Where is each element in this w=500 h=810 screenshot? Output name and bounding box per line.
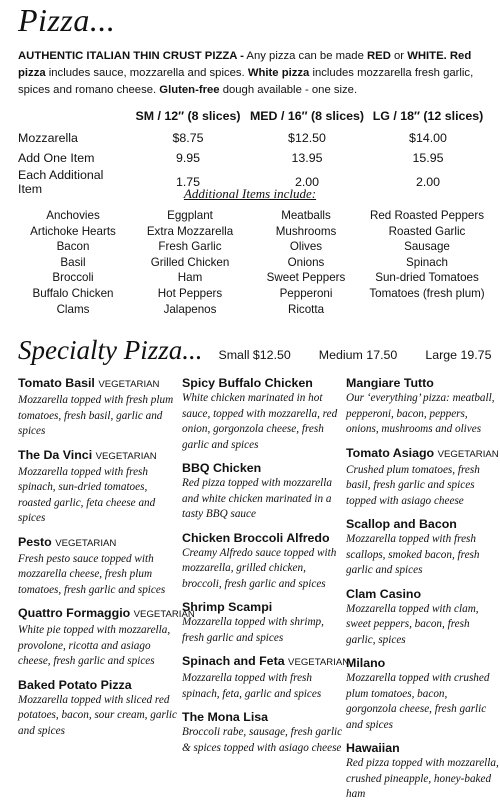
intro-white-pizza: White pizza [247, 67, 310, 79]
intro-text: Any pizza can be made [243, 50, 368, 62]
item-description: Red pizza topped with mozzarella, crushed pineapple, honey-baked ham [346, 757, 499, 800]
toppings-column [360, 208, 494, 317]
topping-item: Basil [60, 255, 86, 269]
intro-text: includes sauce, mozzarella and spices. [45, 67, 248, 79]
item-name: Baked Potato Pizza [18, 677, 132, 692]
item-name: Scallop and Bacon [346, 517, 457, 531]
topping-item: Sweet Peppers [266, 271, 346, 285]
item-description: Our ‘everything’ pizza: meatball, pepperoni, bacon, peppers, onions, mushrooms and olives [346, 392, 495, 435]
row-label: Add One Item [18, 151, 95, 165]
specialty-header [18, 335, 491, 366]
item-description: White pie topped with mozzarella, provolone, ricotta and asiago cheese, fresh garlic and spices [18, 624, 171, 667]
specialty-item [182, 530, 346, 593]
item-name: Tomato Basil [18, 376, 95, 390]
intro-text: includes mozzarella fresh garlic, spices and romano cheese. [18, 67, 474, 96]
intro-text: dough available - one size. [219, 84, 358, 96]
item-name: Chicken Broccoli Alfredo [182, 530, 330, 545]
specialty-item [182, 653, 350, 702]
additional-items-heading: Additional Items include: [183, 186, 317, 201]
topping-item: Red Roasted Peppers [369, 209, 485, 222]
header-medium: MED / 16″ (8 slices) [249, 109, 365, 123]
item-name: Clam Casino [346, 586, 422, 601]
item-description: White chicken marinated in hot sauce, topped with mozzarella, red onion, gorgonzola cheese, fresh garlic and spices [182, 392, 338, 451]
price-cell: 1.75 [175, 175, 201, 189]
specialty-title: Specialty Pizza... [18, 335, 203, 365]
specialty-column [346, 375, 500, 810]
item-description: Broccoli rabe, sausage, fresh garlic & spices topped with asiago cheese [182, 726, 343, 754]
price-cell: 2.00 [415, 175, 441, 189]
item-name: Shrimp Scampi [182, 600, 273, 614]
item-description: Crushed plum tomatoes, fresh basil, fresh garlic and spices topped with asiago cheese [346, 463, 480, 507]
table-row [18, 128, 488, 148]
specialty-item [346, 375, 500, 438]
item-name: Mangiare Tutto [346, 376, 434, 390]
vegetarian-tag: VEGETARIAN [133, 609, 195, 620]
vegetarian-tag: VEGETARIAN [98, 379, 160, 390]
item-name: Tomato Asiago [346, 445, 435, 460]
topping-item: Eggplant [167, 209, 213, 222]
topping-item: Onions [287, 255, 325, 269]
item-description: Mozzarella topped with fresh spinach, feta, garlic and spices [182, 672, 322, 700]
intro-white: WHITE. [407, 50, 447, 62]
table-row [18, 148, 488, 168]
header-large: LG / 18″ (12 slices) [372, 109, 484, 123]
price-cell: $12.50 [288, 131, 326, 145]
topping-item: Anchovies [46, 209, 100, 222]
topping-item: Tomatoes (fresh plum) [369, 286, 485, 300]
specialty-price-small: Small $12.50 [218, 348, 291, 362]
specialty-item [346, 516, 500, 579]
specialty-columns [18, 375, 500, 810]
specialty-item [18, 375, 182, 440]
topping-item: Roasted Garlic [388, 224, 466, 238]
specialty-column [182, 375, 350, 810]
item-name: Quattro Formaggio [18, 606, 131, 620]
specialty-item [346, 740, 500, 803]
specialty-column [18, 375, 195, 810]
item-description: Mozzarella topped with shrimp, fresh garlic and spices [182, 616, 324, 644]
intro-red: RED [367, 50, 391, 62]
toppings-column [128, 208, 252, 317]
price-cell: $14.00 [409, 131, 447, 145]
item-description: Mozzarella topped with fresh scallops, smoked bacon, fresh garlic and spices [346, 533, 480, 576]
specialty-item [182, 709, 346, 756]
row-label: Mozzarella [18, 131, 78, 145]
item-description: Mozzarella topped with sliced red potatoes, bacon, sour cream, garlic and spices [18, 693, 177, 737]
specialty-item [346, 655, 500, 733]
specialty-item [18, 447, 182, 527]
topping-item: Broccoli [52, 271, 94, 285]
topping-item: Extra Mozzarella [146, 224, 234, 238]
price-cell: $8.75 [172, 131, 204, 145]
vegetarian-tag: VEGETARIAN [95, 450, 157, 462]
item-name: The Mona Lisa [182, 710, 269, 724]
item-name: The Da Vinci [18, 447, 93, 462]
topping-item: Sun-dried Tomatoes [375, 271, 479, 285]
intro-red-pizza: Red pizza [18, 50, 472, 79]
toppings-list [18, 208, 494, 317]
header-blank [18, 104, 130, 128]
item-name: Spinach and Feta [182, 654, 285, 668]
item-description: Mozzarella topped with crushed plum tomatoes, bacon, gorgonzola cheese, fresh garlic and spices [346, 672, 490, 731]
intro-paragraph [18, 48, 488, 99]
topping-item: Meatballs [281, 209, 331, 222]
row-label: Each Additional Item [18, 168, 104, 196]
specialty-item [18, 534, 182, 599]
price-cell: 2.00 [294, 175, 320, 189]
item-description: Red pizza topped with mozzarella and white chicken marinated in a tasty BBQ sauce [182, 477, 332, 520]
price-table [18, 104, 488, 196]
specialty-item [346, 445, 500, 510]
item-name: Milano [346, 656, 386, 670]
topping-item: Sausage [404, 240, 450, 254]
topping-item: Buffalo Chicken [32, 286, 114, 300]
topping-item: Clams [56, 302, 90, 316]
page-title: Pizza... [18, 2, 116, 38]
topping-item: Ham [177, 271, 203, 285]
topping-item: Grilled Chicken [150, 255, 230, 269]
price-cell: 13.95 [291, 151, 323, 165]
item-name: Spicy Buffalo Chicken [182, 376, 313, 390]
intro-gluten-free: Gluten-free [159, 84, 220, 96]
topping-item: Olives [289, 240, 323, 254]
topping-item: Jalapenos [163, 302, 217, 316]
topping-item: Artichoke Hearts [30, 224, 116, 238]
item-name: Hawaiian [346, 741, 400, 755]
header-small: SM / 12″ (8 slices) [135, 109, 241, 123]
topping-item: Ricotta [287, 302, 325, 316]
specialty-item [346, 586, 500, 649]
specialty-item [182, 375, 346, 453]
item-description: Creamy Alfredo sauce topped with mozzarella, grilled chicken, broccoli, fresh garlic and spices [182, 546, 337, 590]
vegetarian-tag: VEGETARIAN [288, 657, 350, 668]
intro-text: or [390, 50, 408, 62]
topping-item: Mushrooms [275, 224, 337, 238]
specialty-item [18, 677, 182, 740]
toppings-column [252, 208, 360, 317]
topping-item: Fresh Garlic [158, 240, 222, 254]
specialty-item [182, 460, 346, 523]
topping-item: Pepperoni [279, 286, 333, 300]
price-cell: 15.95 [412, 151, 444, 165]
item-description: Mozzarella topped with clam, sweet peppers, bacon, fresh garlic, spices [346, 602, 479, 646]
topping-item: Spinach [406, 255, 448, 269]
vegetarian-tag: VEGETARIAN [55, 537, 117, 549]
price-table-header [18, 104, 488, 128]
topping-item: Bacon [56, 240, 90, 254]
item-name: Pesto [18, 534, 52, 549]
intro-lead: AUTHENTIC ITALIAN THIN CRUST PIZZA - [18, 50, 244, 62]
item-name: BBQ Chicken [182, 461, 262, 475]
item-description: Mozzarella topped with fresh plum tomatoes, fresh basil, garlic and spices [18, 394, 174, 437]
specialty-item [182, 599, 346, 646]
vegetarian-tag: VEGETARIAN [437, 448, 499, 460]
price-cell: 9.95 [175, 151, 201, 165]
specialty-item [18, 605, 195, 670]
item-description: Fresh pesto sauce topped with mozzarella cheese, fresh plum tomatoes, fresh garlic and spices [18, 552, 166, 596]
specialty-price-medium: Medium 17.50 [318, 348, 398, 362]
item-description: Mozzarella topped with fresh spinach, sun-dried tomatoes, roasted garlic, feta cheese and spices [18, 465, 156, 524]
specialty-price-large: Large 19.75 [425, 348, 492, 362]
topping-item: Hot Peppers [157, 286, 223, 300]
toppings-column [18, 208, 128, 317]
